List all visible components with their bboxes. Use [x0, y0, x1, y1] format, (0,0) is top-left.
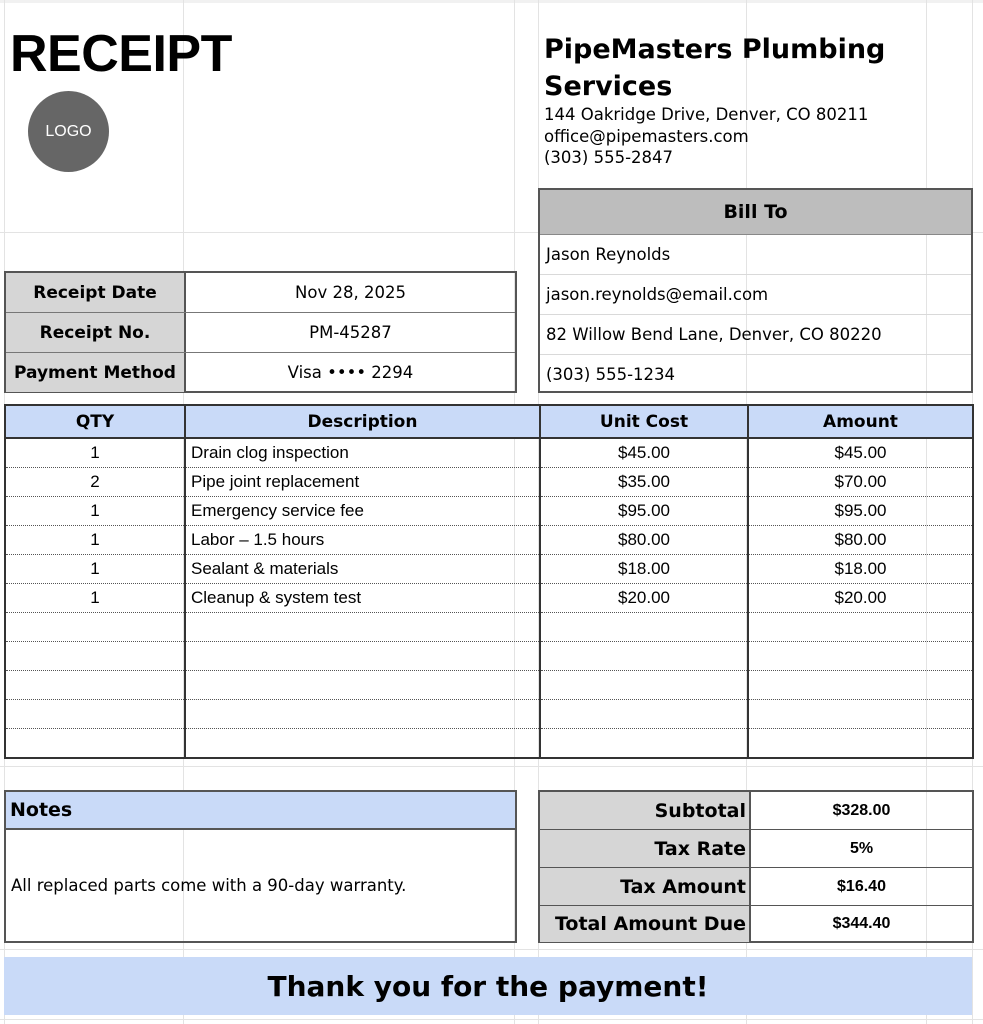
item-amount[interactable]	[748, 729, 972, 758]
item-description[interactable]: Pipe joint replacement	[185, 468, 540, 497]
item-description[interactable]	[185, 613, 540, 642]
table-row	[6, 584, 972, 613]
item-qty[interactable]	[6, 642, 185, 671]
table-row-empty	[6, 613, 972, 642]
receipt-title: RECEIPT	[10, 25, 232, 83]
item-description[interactable]	[185, 642, 540, 671]
notes-text[interactable]: All replaced parts come with a 90-day warranty.	[11, 876, 407, 895]
grid-line	[0, 766, 983, 767]
tax-amount-value[interactable]: $16.40	[837, 877, 886, 895]
company-name: PipeMasters Plumbing Services	[544, 34, 886, 102]
logo: LOGO	[28, 91, 109, 172]
item-unit-cost[interactable]: $20.00	[540, 584, 748, 613]
bill-to-name: Jason Reynolds	[540, 235, 971, 275]
item-amount[interactable]: $80.00	[748, 526, 972, 555]
notes-heading: Notes	[6, 792, 515, 830]
tax-amount-row	[540, 868, 972, 906]
item-description[interactable]	[185, 729, 540, 758]
item-amount[interactable]	[748, 613, 972, 642]
item-unit-cost[interactable]	[540, 613, 748, 642]
tax-rate-label: Tax Rate	[540, 830, 751, 867]
item-amount[interactable]: $95.00	[748, 497, 972, 526]
sheet-top-strip	[0, 0, 983, 3]
receipt-date-value[interactable]: Nov 28, 2025	[295, 283, 406, 302]
bill-to-address: 82 Willow Bend Lane, Denver, CO 80220	[540, 315, 971, 355]
item-amount[interactable]	[748, 642, 972, 671]
receipt-date-row	[6, 273, 515, 313]
items-table	[4, 404, 974, 759]
table-row	[6, 555, 972, 584]
item-unit-cost[interactable]: $80.00	[540, 526, 748, 555]
item-qty[interactable]: 1	[6, 497, 185, 526]
table-row-empty	[6, 729, 972, 758]
item-qty[interactable]: 1	[6, 438, 185, 468]
item-unit-cost[interactable]: $18.00	[540, 555, 748, 584]
column-header-amount: Amount	[748, 406, 972, 438]
grid-line	[0, 1019, 983, 1020]
tax-rate-row	[540, 830, 972, 868]
item-unit-cost[interactable]	[540, 642, 748, 671]
table-row	[6, 438, 972, 468]
table-row	[6, 526, 972, 555]
item-description[interactable]: Labor – 1.5 hours	[185, 526, 540, 555]
company-address: 144 Oakridge Drive, Denver, CO 80211	[544, 105, 869, 124]
item-qty[interactable]: 1	[6, 555, 185, 584]
bill-to-heading: Bill To	[540, 190, 971, 235]
notes-box	[4, 790, 517, 943]
item-amount[interactable]: $18.00	[748, 555, 972, 584]
item-amount[interactable]	[748, 700, 972, 729]
payment-method-row	[6, 353, 515, 392]
payment-method-value[interactable]: Visa •••• 2294	[287, 363, 414, 382]
item-qty[interactable]	[6, 671, 185, 700]
total-due-value[interactable]: $344.40	[832, 915, 891, 932]
subtotal-label: Subtotal	[540, 792, 751, 829]
item-qty[interactable]: 2	[6, 468, 185, 497]
item-unit-cost[interactable]	[540, 729, 748, 758]
receipt-number-label: Receipt No.	[6, 313, 186, 352]
item-amount[interactable]: $70.00	[748, 468, 972, 497]
item-unit-cost[interactable]	[540, 700, 748, 729]
item-unit-cost[interactable]: $45.00	[540, 438, 748, 468]
item-description[interactable]: Sealant & materials	[185, 555, 540, 584]
receipt-date-label: Receipt Date	[6, 273, 186, 312]
item-description[interactable]	[185, 700, 540, 729]
item-amount[interactable]: $20.00	[748, 584, 972, 613]
subtotal-value[interactable]: $328.00	[832, 801, 891, 819]
item-amount[interactable]: $45.00	[748, 438, 972, 468]
company-phone: (303) 555-2847	[544, 148, 674, 167]
company-email: office@pipemasters.com	[544, 127, 749, 146]
tax-rate-value[interactable]: 5%	[849, 839, 874, 857]
bill-to-phone: (303) 555-1234	[546, 365, 676, 384]
column-header-unit-cost: Unit Cost	[540, 406, 748, 438]
receipt-number-row	[6, 313, 515, 353]
subtotal-row	[540, 792, 972, 830]
item-description[interactable]	[185, 671, 540, 700]
thank-you-banner: Thank you for the payment!	[4, 957, 972, 1015]
bill-to-email: jason.reynolds@email.com	[540, 275, 971, 315]
total-due-row	[540, 906, 972, 942]
total-due-label: Total Amount Due	[540, 906, 751, 942]
receipt-info-box	[4, 271, 517, 393]
tax-amount-label: Tax Amount	[540, 868, 751, 905]
item-qty[interactable]: 1	[6, 526, 185, 555]
column-header-description: Description	[185, 406, 540, 438]
bill-to-box	[538, 188, 973, 393]
item-unit-cost[interactable]: $95.00	[540, 497, 748, 526]
receipt-number-value[interactable]: PM-45287	[309, 323, 392, 342]
totals-box	[538, 790, 974, 943]
column-header-qty: QTY	[6, 406, 185, 438]
item-unit-cost[interactable]: $35.00	[540, 468, 748, 497]
item-description[interactable]: Drain clog inspection	[185, 438, 540, 468]
item-description[interactable]: Emergency service fee	[185, 497, 540, 526]
item-qty[interactable]	[6, 613, 185, 642]
payment-method-label: Payment Method	[6, 353, 186, 392]
table-row	[6, 497, 972, 526]
items-header-row	[6, 406, 972, 438]
table-row-empty	[6, 671, 972, 700]
table-row	[6, 468, 972, 497]
item-unit-cost[interactable]	[540, 671, 748, 700]
grid-line	[0, 949, 983, 950]
item-qty[interactable]	[6, 700, 185, 729]
item-qty[interactable]: 1	[6, 584, 185, 613]
table-row-empty	[6, 642, 972, 671]
item-amount[interactable]	[748, 671, 972, 700]
item-description[interactable]: Cleanup & system test	[185, 584, 540, 613]
table-row-empty	[6, 700, 972, 729]
item-qty[interactable]	[6, 729, 185, 758]
